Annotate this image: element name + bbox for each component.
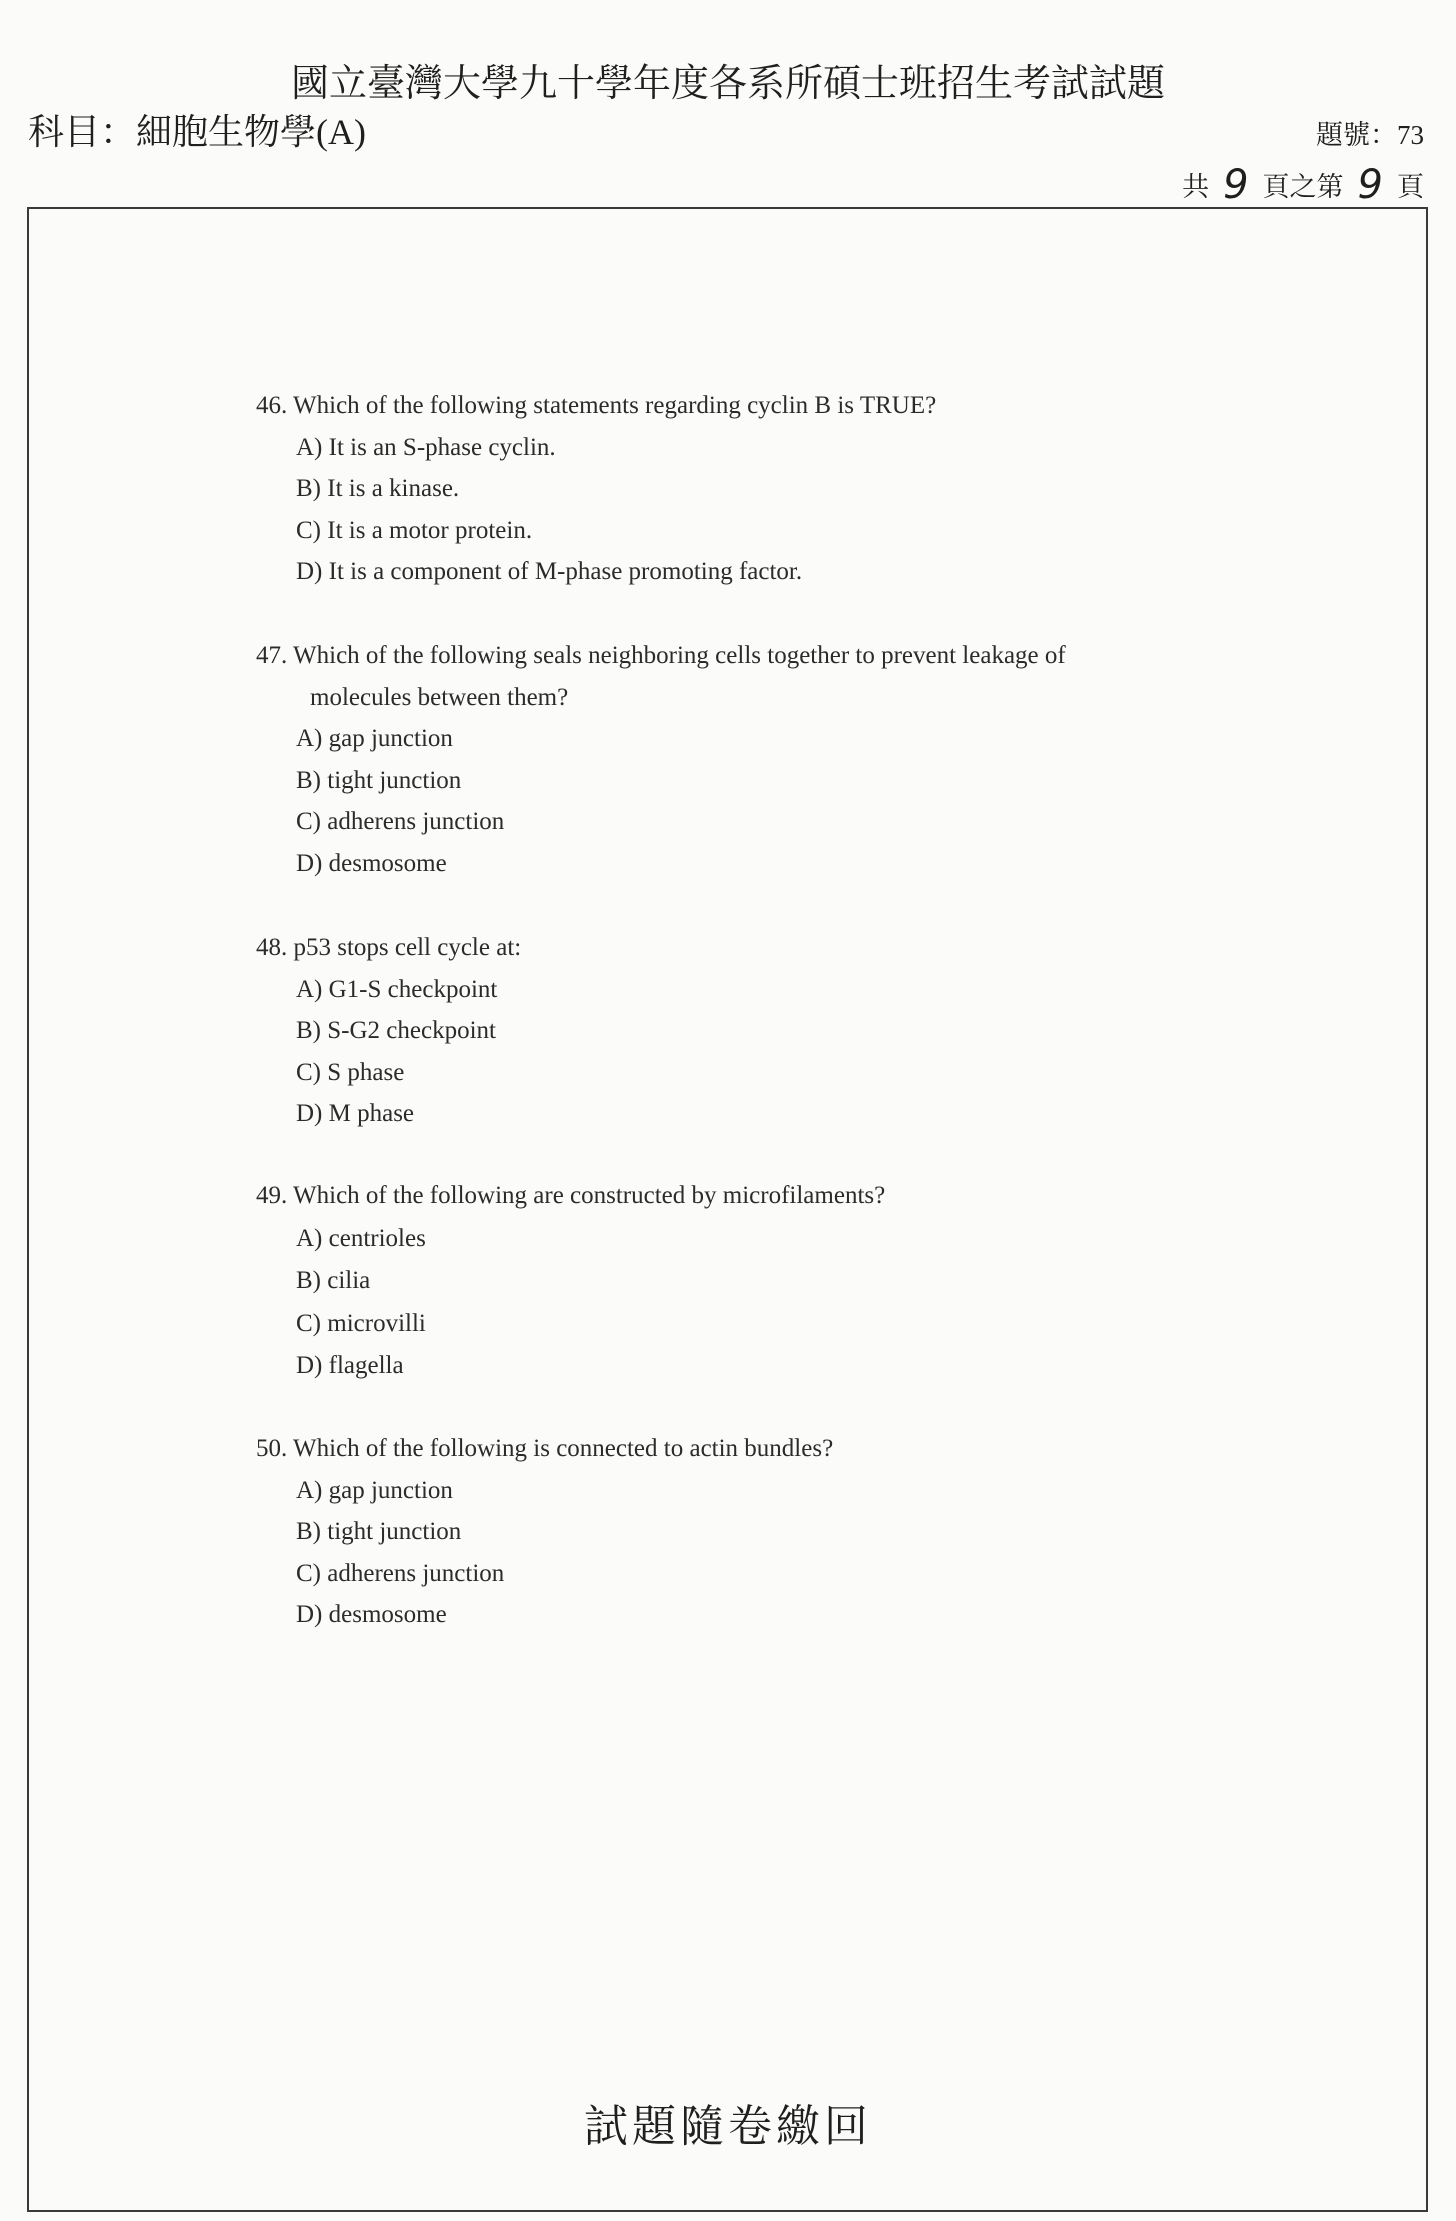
answer-option: D) desmosome [296, 849, 447, 877]
question-stem-continuation: molecules between them? [310, 683, 569, 711]
question-46 [256, 385, 936, 593]
answer-option: C) S phase [296, 1058, 405, 1086]
answer-option: C) It is a motor protein. [296, 516, 533, 544]
page-count [1182, 160, 1424, 206]
question-stem: 48. p53 stops cell cycle at: [256, 934, 522, 961]
question-stem: 49. Which of the following are constructed by microfilaments? [256, 1182, 886, 1209]
answer-option: B) tight junction [296, 766, 462, 794]
page-middle-text: 頁之第 [1262, 172, 1344, 202]
page-suffix: 頁 [1397, 172, 1424, 202]
answer-option: C) adherens junction [296, 1559, 505, 1587]
question-50 [256, 1428, 833, 1636]
answer-option: D) flagella [296, 1352, 404, 1379]
answer-option: A) centrioles [296, 1224, 426, 1252]
return-exam-note: 試題隨卷繳回 [584, 2102, 872, 2151]
question-stem: 47. Which of the following seals neighboring cells together to prevent leakage of [256, 642, 1066, 669]
answer-option: C) adherens junction [296, 808, 505, 835]
answer-option: B) S-G2 checkpoint [296, 1017, 496, 1044]
answer-option: A) It is an S-phase cyclin. [296, 433, 556, 461]
answer-option: B) It is a kinase. [296, 475, 460, 502]
answer-option: A) G1-S checkpoint [296, 975, 498, 1003]
subject-label: 科目：細胞生物學(A) [28, 112, 366, 152]
question-stem: 46. Which of the following statements regarding cyclin B is TRUE? [256, 392, 937, 419]
question-49 [256, 1175, 885, 1388]
answer-option: A) gap junction [296, 725, 453, 752]
question-48 [256, 927, 521, 1135]
exam-title: 國立臺灣大學九十學年度各系所碩士班招生考試試題 [290, 63, 1165, 105]
question-stem: 50. Which of the following is connected to actin bundles? [256, 1435, 834, 1462]
answer-option: A) gap junction [296, 1476, 453, 1504]
page-total-prefix: 共 [1182, 172, 1210, 202]
answer-option: C) microvilli [296, 1309, 426, 1337]
answer-option: D) M phase [296, 1100, 415, 1127]
answer-option: B) tight junction [296, 1518, 462, 1545]
page-total-value: 9 [1223, 162, 1249, 208]
question-47 [256, 635, 1066, 884]
answer-option: B) cilia [296, 1267, 371, 1294]
answer-option: D) It is a component of M-phase promoting factor. [296, 558, 803, 585]
page-current-value: 9 [1357, 162, 1383, 208]
answer-option: D) desmosome [296, 1601, 447, 1628]
question-number-label: 題號：73 [1316, 120, 1424, 150]
